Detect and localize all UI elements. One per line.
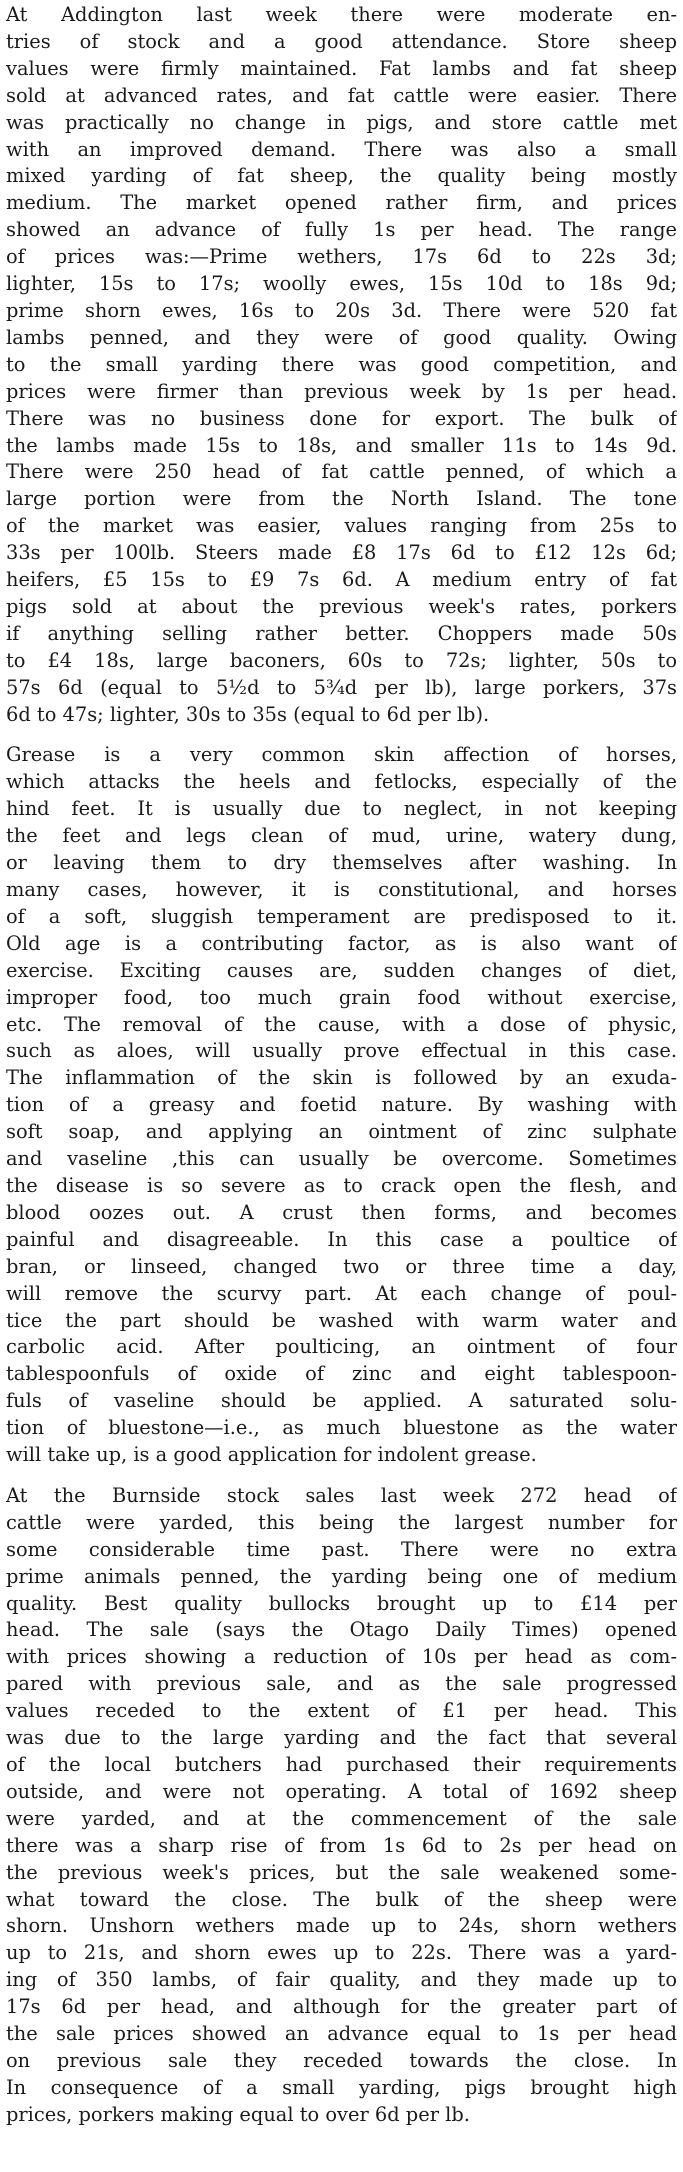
text-line: exercise. Exciting causes are, sudden changes of diet, bbox=[6, 958, 677, 982]
text-line: of the market was easier, values ranging from 25s to bbox=[6, 514, 677, 538]
text-line: prices were firmer than previous week by 1s per head. bbox=[6, 379, 677, 403]
text-line: bran, or linseed, changed two or three time a day, bbox=[6, 1254, 677, 1278]
text-line: the previous week's prices, but the sale weakened some- bbox=[6, 1860, 677, 1884]
text-line: soft soap, and applying an ointment of zinc sulphate bbox=[6, 1120, 677, 1144]
paragraph-addington-market bbox=[6, 2, 677, 728]
text-line: quality. Best quality bullocks brought up to £14 per bbox=[6, 1591, 677, 1615]
text-line: prime shorn ewes, 16s to 20s 3d. There were 520 fat bbox=[6, 298, 677, 322]
text-line: There were 250 head of fat cattle penned, of which a bbox=[6, 460, 677, 484]
text-line: to £4 18s, large baconers, 60s to 72s; lighter, 50s to bbox=[6, 648, 677, 672]
text-line: sold at advanced rates, and fat cattle were easier. There bbox=[6, 83, 677, 107]
text-line: the feet and legs clean of mud, urine, watery dung, bbox=[6, 824, 677, 848]
text-line: tion of bluestone—i.e., as much bluestone as the water bbox=[6, 1416, 677, 1440]
text-line: values receded to the extent of £1 per head. This bbox=[6, 1699, 677, 1723]
text-line: there was a sharp rise of from 1s 6d to 2s per head on bbox=[6, 1833, 677, 1857]
text-line: will remove the scurvy part. At each change of poul- bbox=[6, 1281, 677, 1305]
text-line: medium. The market opened rather firm, and prices bbox=[6, 191, 677, 215]
text-line: 17s 6d per head, and although for the greater part of bbox=[6, 1995, 677, 2019]
text-line: with prices showing a reduction of 10s per head as com- bbox=[6, 1645, 677, 1669]
text-line: lighter, 15s to 17s; woolly ewes, 15s 10d to 18s 9d; bbox=[6, 272, 677, 296]
text-line: prime animals penned, the yarding being one of medium bbox=[6, 1564, 677, 1588]
text-line: will take up, is a good application for indolent grease. bbox=[6, 1443, 537, 1467]
text-line: and vaseline ,this can usually be overcome. Sometimes bbox=[6, 1147, 677, 1171]
text-line: 6d to 47s; lighter, 30s to 35s (equal to 6d per lb). bbox=[6, 702, 490, 726]
text-line: 33s per 100lb. Steers made £8 17s 6d to £12 12s 6d; bbox=[6, 541, 677, 565]
text-line: ing of 350 lambs, of fair quality, and they made up to bbox=[6, 1968, 677, 1992]
text-line: such as aloes, will usually prove effectual in this case. bbox=[6, 1039, 677, 1063]
text-line: of a soft, sluggish temperament are predisposed to it. bbox=[6, 904, 677, 928]
text-line: outside, and were not operating. A total of 1692 sheep bbox=[6, 1779, 677, 1803]
text-line: fuls of vaseline should be applied. A saturated solu- bbox=[6, 1389, 677, 1413]
text-line: values were firmly maintained. Fat lambs and fat sheep bbox=[6, 56, 677, 80]
text-line: lambs penned, and they were of good quality. Owing bbox=[6, 325, 677, 349]
text-line: pigs sold at about the previous week's rates, porkers bbox=[6, 594, 677, 618]
text-line: large portion were from the North Island. The tone bbox=[6, 487, 677, 511]
text-line: of prices was:—Prime wethers, 17s 6d to 22s 3d; bbox=[6, 245, 677, 269]
text-line: carbolic acid. After poulticing, an ointment of four bbox=[6, 1335, 677, 1359]
text-line: tion of a greasy and foetid nature. By washing with bbox=[6, 1093, 677, 1117]
text-line: blood oozes out. A crust then forms, and becomes bbox=[6, 1200, 677, 1224]
text-line: was practically no change in pigs, and store cattle met bbox=[6, 110, 677, 134]
text-line: tice the part should be washed with warm water and bbox=[6, 1308, 677, 1332]
text-line: 57s 6d (equal to 5½d to 5¾d per lb), large porkers, 37s bbox=[6, 675, 677, 699]
text-line: heifers, £5 15s to £9 7s 6d. A medium entry of fat bbox=[6, 568, 677, 592]
text-line: tablespoonfuls of oxide of zinc and eight tablespoon- bbox=[6, 1362, 677, 1386]
text-line: on previous sale they receded towards the close. In bbox=[6, 2048, 677, 2072]
text-line: cattle were yarded, this being the largest number for bbox=[6, 1510, 677, 1534]
text-line: the sale prices showed an advance equal to 1s per head bbox=[6, 2022, 677, 2046]
text-line: At the Burnside stock sales last week 272 head of bbox=[6, 1483, 677, 1507]
text-line: prices, porkers making equal to over 6d per lb. bbox=[6, 2102, 470, 2126]
text-line: In consequence of a small yarding, pigs brought high bbox=[6, 2075, 677, 2099]
text-line: were yarded, and at the commencement of the sale bbox=[6, 1806, 677, 1830]
text-line: painful and disagreeable. In this case a poultice of bbox=[6, 1227, 677, 1251]
text-line: with an improved demand. There was also a small bbox=[6, 137, 677, 161]
text-line: mixed yarding of fat sheep, the quality being mostly bbox=[6, 164, 677, 188]
text-line: Grease is a very common skin affection of horses, bbox=[6, 743, 677, 767]
text-line: showed an advance of fully 1s per head. The range bbox=[6, 218, 677, 242]
text-line: up to 21s, and shorn ewes up to 22s. There was a yard- bbox=[6, 1941, 677, 1965]
text-line: head. The sale (says the Otago Daily Times) opened bbox=[6, 1618, 677, 1642]
text-line: At Addington last week there were moderate en- bbox=[6, 3, 677, 26]
text-line: what toward the close. The bulk of the sheep were bbox=[6, 1887, 677, 1911]
text-line: or leaving them to dry themselves after washing. In bbox=[6, 851, 677, 875]
text-line: many cases, however, it is constitutional, and horses bbox=[6, 878, 677, 901]
paragraph-burnside-stock-sales bbox=[6, 1483, 677, 2129]
text-line: the disease is so severe as to crack open the flesh, and bbox=[6, 1173, 677, 1197]
text-line: improper food, too much grain food without exercise, bbox=[6, 985, 677, 1009]
text-line: to the small yarding there was good competition, and bbox=[6, 352, 677, 376]
text-line: hind feet. It is usually due to neglect, in not keeping bbox=[6, 797, 677, 821]
text-line: which attacks the heels and fetlocks, especially of the bbox=[6, 770, 677, 794]
text-line: shorn. Unshorn wethers made up to 24s, shorn wethers bbox=[6, 1914, 677, 1938]
text-line: etc. The removal of the cause, with a dose of physic, bbox=[6, 1012, 677, 1036]
paragraph-grease-in-horses bbox=[6, 742, 677, 1468]
text-line: of the local butchers had purchased their requirements bbox=[6, 1753, 677, 1776]
text-line: if anything selling rather better. Choppers made 50s bbox=[6, 621, 677, 645]
text-line: some considerable time past. There were no extra bbox=[6, 1537, 677, 1561]
text-line: The inflammation of the skin is followed by an exuda- bbox=[6, 1066, 677, 1090]
text-line: There was no business done for export. The bulk of bbox=[6, 406, 677, 430]
text-line: the lambs made 15s to 18s, and smaller 11s to 14s 9d. bbox=[6, 433, 677, 457]
text-line: Old age is a contributing factor, as is also want of bbox=[6, 931, 677, 955]
text-line: was due to the large yarding and the fact that several bbox=[6, 1726, 677, 1750]
text-line: tries of stock and a good attendance. Store sheep bbox=[6, 29, 677, 53]
text-line: pared with previous sale, and as the sale progressed bbox=[6, 1672, 677, 1696]
